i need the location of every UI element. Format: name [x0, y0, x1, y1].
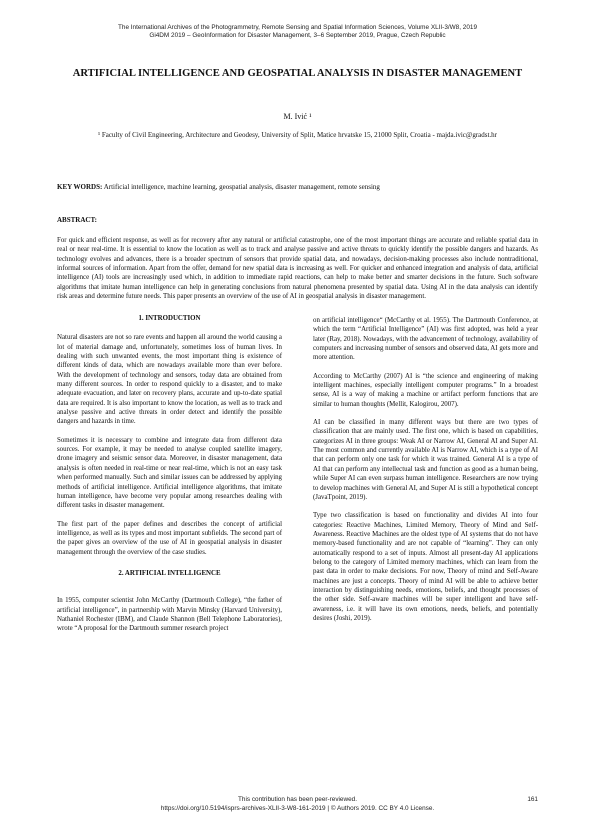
intro-paragraph-3: The first part of the paper defines and describes the concept of artificial intelligence, as well as its types and most important subfields. The second part of the paper gives an overview of the use of AI in geospatial analysis in disaster management through the overview of the case studies. [57, 520, 282, 556]
author-line: M. Ivić ¹ [283, 112, 312, 121]
ai-paragraph-4: AI can be classified in many different ways but there are two types of classification that are mainly used. The first one, which is based on capabilities, categorizes AI in three groups: Weak AI or Narrow AI, General AI and Super AI. The most common and currently available AI is Narrow AI, which is a type of AI that can perform only one task for which it was trained. General AI is a type of AI that can perform any intellectual task and function as good as a human being, while Super AI can even surpass human intelligence. Researchers are now trying to develop machines with General AI, and Super AI is still a hypothetical concept (JavaTpoint, 2019). [313, 419, 538, 501]
section-2-heading: 2. ARTIFICIAL INTELLIGENCE [118, 569, 221, 577]
paper-title: ARTIFICIAL INTELLIGENCE AND GEOSPATIAL ANALYSIS IN DISASTER MANAGEMENT [72, 68, 523, 79]
ai-paragraph-3: According to McCarthy (2007) AI is “the science and engineering of making intelligent machines, especially intelligent computer programs.” In a broadest sense, AI is a way of making a machine or artifact perform functions that are similar to human thoughts (Mellit, Kalogirou, 2007). [313, 372, 538, 408]
keywords-text: Artificial intelligence, machine learning, geospatial analysis, disaster management, remote sensing [103, 183, 380, 191]
affiliation: ¹ Faculty of Civil Engineering, Architecture and Geodesy, University of Split, Matice hrvatske 15, 21000 Split, Croatia - majda.ivic@gradst.hr [97, 131, 498, 139]
ai-paragraph-1: In 1955, computer scientist John McCarthy (Dartmouth College), “the father of artificial intelligence”, in partnership with Marvin Minsky (Harvard University), Nathaniel Rochester (IBM), and Claude Shannon (Bell Telephone Laboratories), wrote “A proposal for the Dartmouth summer research project [57, 597, 282, 633]
page-number: 161 [527, 796, 538, 803]
header-line-1: The International Archives of the Photogrammetry, Remote Sensing and Spatial Information Sciences, Volume XLII-3/W8, 2019 [117, 24, 477, 31]
abstract-text: For quick and efficient response, as well as for recovery after any natural or artificial catastrophe, one of the most important things are accurate and reliable spatial data in real or near real-time. It is essential to know the location as well as to track and analyse passive and active threats to quickly identify the possible dangers and hazards. As technology evolves and advances, there is a broader spectrum of sensors that provide spatial data, and nowadays, decision-making processes also include nontraditional, informal sources of information. Apart from the offer, demand for new spatial data is increasing as well. For quicker and enhanced integration and analysis of data, artificial intelligence (AI) tools are increasingly used which, in addition to immediate rapid reactions, can help to make better and smarter decisions in the future. Such software algorithms that imitate human intelligence can help in generating conclusions from natural phenomena presented by spatial data. Using AI in the data analysis can identify risk areas and determine future needs. This paper presents an overview of the use of AI in geospatial analysis in disaster management. [57, 237, 538, 301]
left-column [57, 314, 282, 643]
ai-paragraph-2: on artificial intelligence“ (McCarthy et al. 1955). The Dartmouth Conference, at which the term “Artificial Intelligence” (AI) was first adopted, was held a year later (Ray, 2018). Nowadays, with the advancement of technology, availability of computers and increasing number of sensors and observed data, AI gets more and more attention. [313, 317, 538, 362]
header-line-2: Gi4DM 2019 – GeoInformation for Disaster Management, 3–6 September 2019, Prague, Czech Republic [149, 32, 446, 39]
footer-peer-review: This contribution has been peer-reviewed. [237, 796, 357, 803]
running-header [40, 24, 555, 40]
intro-paragraph-2: Sometimes it is necessary to combine and integrate data from different data sources. For example, it may be needed to analyse coupled satellite imagery, drone imagery and seismic sensor data. Moreover, in disaster management, data analysis is often needed in real-time or near real-time, which is not an easy task when performed manually. Such and similar issues can be addressed by applying methods of artificial intelligence. Artificial intelligence algorithms, that imitate human intelligence, have become very popular among researches dealing with different tasks in disaster management. [57, 436, 282, 510]
keywords-label: KEY WORDS: [57, 183, 103, 191]
keywords [57, 183, 538, 192]
abstract-heading: ABSTRACT: [57, 216, 97, 224]
footer-doi-link[interactable]: https://doi.org/10.5194/isprs-archives-XLII-3-W8-161-2019 | © Authors 2019. CC BY 4.0 License. [160, 804, 435, 812]
page-footer [60, 796, 535, 813]
right-column [313, 316, 538, 632]
intro-paragraph-1: Natural disasters are not so rare events and happen all around the world causing a lot of material damage and, unfortunately, sometimes loss of human lives. In dealing with such unwanted events, the most important thing is existence of different kinds of data, which are nowadays available more than ever before. With the development of technology and sensors, today data are obtained from many different sources. In order to respond quickly to a disaster, and to make adequate evacuation, and later on recovery plans, accurate and up-to-date spatial data are required. It is also important to know the location, as well as to track and analyse passive and active threats in order detect and identify the possible dangers and hazards in time. [57, 334, 282, 426]
section-1-heading: 1. INTRODUCTION [138, 315, 201, 322]
ai-paragraph-5: Type two classification is based on functionality and divides AI into four categories: Reactive Machines, Limited Memory, Theory of Mind and Self-Awareness. Reactive Machines are the oldest type of AI systems that do not have memory-based functionality and are not capable of “learning”. They can only automatically respond to a set of inputs. Almost all present-day AI applications belong to the category of Limited memory machines, which can learn from the past data in order to make decisions. For now, Theory of mind and Self-Aware machines are just a concepts. Theory of mind AI will be able to achieve better interaction by distinguishing needs, emotions, beliefs, and thought processes of the other side. Self-aware machines will be super intelligent and have self-awareness, i.e. it will have its own emotions, needs, beliefs, and potentially desires (Joshi, 2019). [313, 512, 538, 622]
